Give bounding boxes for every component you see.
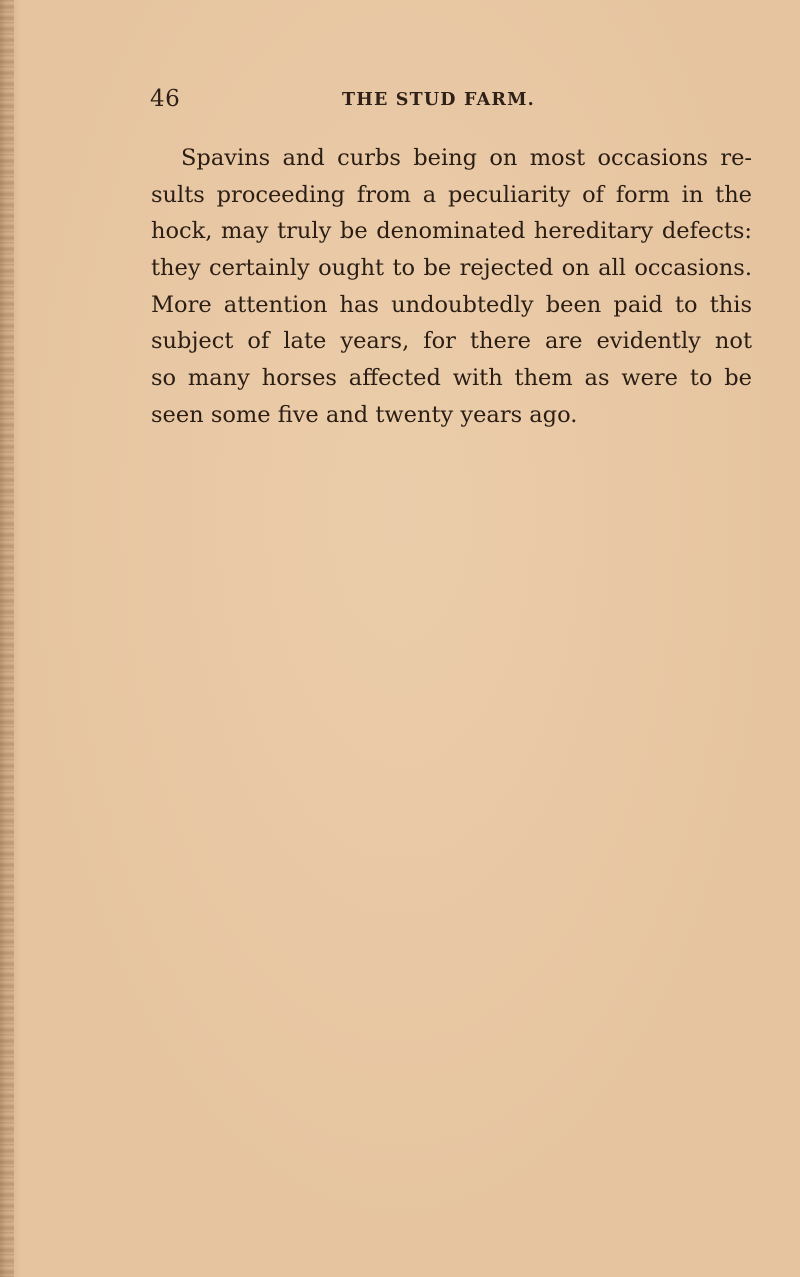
text-line: subject of late years, for there are evidently not xyxy=(151,328,752,355)
text-line: hock, may truly be denominated hereditary defects: xyxy=(151,218,752,245)
text-line: sults proceeding from a peculiarity of form in the xyxy=(151,181,752,208)
text-line: seen some five and twenty years ago. xyxy=(151,401,578,428)
page-number: 46 xyxy=(150,86,181,112)
text-line: they certainly ought to be rejected on all occasions. xyxy=(151,255,752,282)
running-title: THE STUD FARM. xyxy=(342,90,535,110)
body-paragraph xyxy=(151,140,752,434)
running-head xyxy=(150,84,750,114)
text-line: More attention has undoubtedly been paid to this xyxy=(151,291,752,318)
text-line: so many horses affected with them as were to be xyxy=(151,365,752,392)
page-gutter-edge xyxy=(0,0,14,1277)
text-line: Spavins and curbs being on most occasions re- xyxy=(181,145,752,171)
